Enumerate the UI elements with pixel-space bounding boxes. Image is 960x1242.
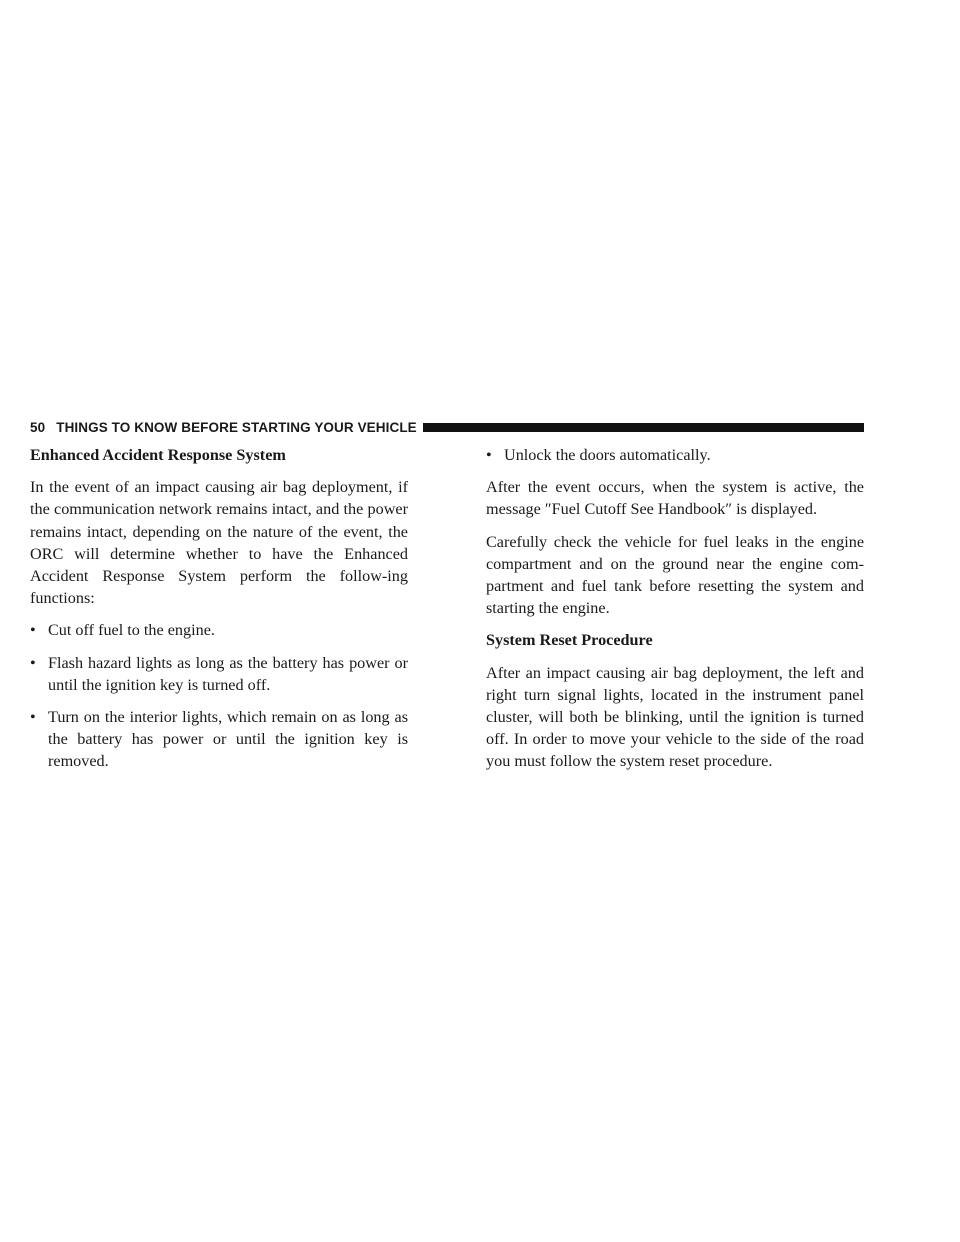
list-item xyxy=(30,619,408,641)
heading-system-reset: System Reset Procedure xyxy=(486,631,653,650)
list-item xyxy=(30,652,408,696)
bullet-icon: • xyxy=(30,653,36,672)
right-column xyxy=(486,444,864,783)
bullet-icon: • xyxy=(30,621,36,640)
bullet-icon: • xyxy=(486,446,492,464)
list-item-text: Turn on the interior lights, which remain on as long as the battery has power or until the ignition key is removed. xyxy=(48,708,408,771)
list-item-text: Unlock the doors automatically. xyxy=(504,446,711,464)
function-list xyxy=(30,619,408,772)
after-event-paragraph: After the event occurs, when the system is active, the message ″Fuel Cutoff See Handbook″ is displayed. xyxy=(486,478,864,519)
intro-paragraph: In the event of an impact causing air bag deployment, if the communication network remains intact, and the power remains intact, depending on the nature of the event, the ORC will determine whether to have the Enhanced Accident Response System perform the follow-ing functions: xyxy=(30,478,408,608)
running-header xyxy=(30,418,864,436)
list-item xyxy=(30,706,408,773)
heading-enhanced-accident-response: Enhanced Accident Response System xyxy=(30,446,286,464)
header-rule xyxy=(423,423,864,432)
list-item xyxy=(486,444,864,466)
page-number: 50 xyxy=(30,419,46,435)
section-title: THINGS TO KNOW BEFORE STARTING YOUR VEHICLE xyxy=(56,419,417,435)
bullet-icon: • xyxy=(30,708,36,727)
left-column xyxy=(30,444,408,783)
reset-paragraph: After an impact causing air bag deployment, the left and right turn signal lights, located in the instrument panel cluster, will both be blinking, until the ignition is turned off. In order to move your vehicle to the side of the road you must follow the system reset procedure. xyxy=(486,663,864,771)
list-item-text: Cut off fuel to the engine. xyxy=(48,621,215,640)
fuel-check-paragraph: Carefully check the vehicle for fuel leaks in the engine compartment and on the ground near the engine com-partment and fuel tank before resetting the system and starting the engine. xyxy=(486,532,864,618)
function-list-continued xyxy=(486,444,864,466)
list-item-text: Flash hazard lights as long as the battery has power or until the ignition key is turned off. xyxy=(48,653,408,694)
